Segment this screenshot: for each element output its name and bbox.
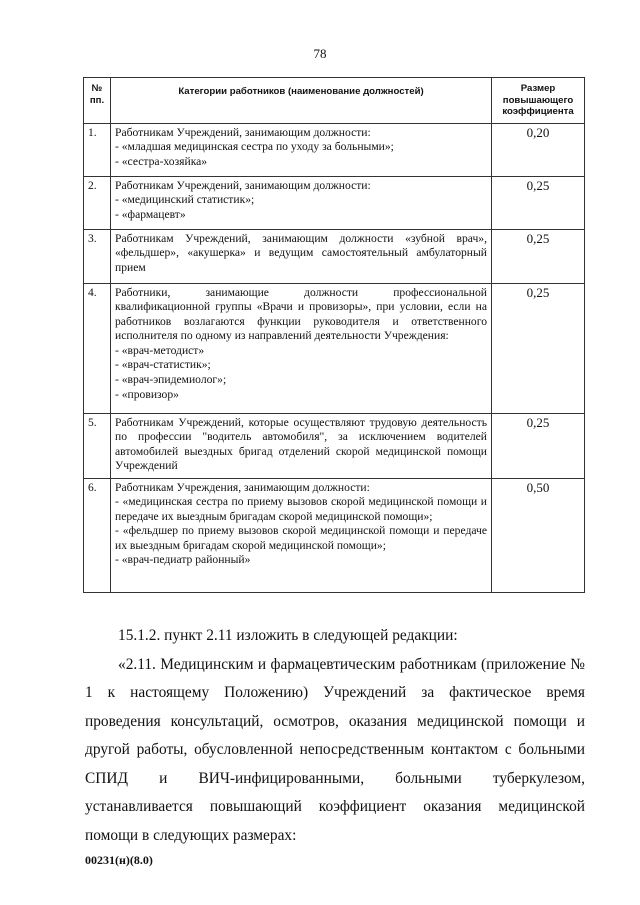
category-line: - «врач-педиатр районный» (115, 553, 251, 567)
header-num: № пп. (84, 78, 111, 124)
category-line: Работникам Учреждений, занимающим должности: (115, 125, 371, 139)
category-line: - «медицинский статистик»; (115, 193, 255, 207)
document-code: 00231(н)(8.0) (85, 853, 153, 867)
category-line: - «сестра-хозяйка» (115, 154, 208, 168)
table-row (84, 176, 585, 229)
table-row (84, 123, 585, 176)
category-line: - «провизор» (115, 387, 179, 401)
row-coefficient: 0,25 (492, 283, 585, 413)
row-number: 4. (84, 283, 111, 413)
row-coefficient: 0,25 (492, 176, 585, 229)
category-line: - «врач-статистик»; (115, 358, 211, 372)
coefficient-table (83, 77, 585, 593)
row-number: 2. (84, 176, 111, 229)
row-category (111, 413, 492, 478)
paragraph-clause-2-11: «2.11. Медицинским и фармацевтическим работникам (приложение № 1 к настоящему Положению) Учреждений за фактическое время проведения консультаций, осмотров, оказания медицинской помощи и другой работы, обусловленной непосредственным контактом с больными СПИД и ВИЧ-инфицированными, больными туберкулезом, устанавливается повышающий коэффициент оказания медицинской помощи в следующих размерах: (85, 655, 585, 844)
header-category: Категории работников (наименование должностей) (111, 78, 492, 124)
category-line: Работникам Учреждений, которые осуществляют трудовую деятельность по профессии "водитель автомобиля", за исключением водителей автомобилей выездных бригад отделений скорой медицинской помощи Учреждений (115, 415, 487, 473)
row-number: 1. (84, 123, 111, 176)
row-coefficient: 0,25 (492, 413, 585, 478)
row-number: 3. (84, 229, 111, 283)
row-coefficient: 0,20 (492, 123, 585, 176)
row-number: 6. (84, 478, 111, 592)
row-category (111, 176, 492, 229)
row-category (111, 229, 492, 283)
row-number: 5. (84, 413, 111, 478)
category-line: Работникам Учреждения, занимающим должности: (115, 480, 370, 494)
category-line: - «врач-эпидемиолог»; (115, 373, 227, 387)
category-line: - «младшая медицинская сестра по уходу за больными»; (115, 140, 394, 154)
row-coefficient: 0,50 (492, 478, 585, 592)
row-category (111, 283, 492, 413)
row-category (111, 478, 492, 592)
table-row (84, 283, 585, 413)
table-row (84, 478, 585, 592)
header-coefficient: Размер повышающего коэффициента (492, 78, 585, 124)
body-text (85, 622, 585, 850)
paragraph-amendment: 15.1.2. пункт 2.11 изложить в следующей редакции: (118, 627, 458, 644)
row-coefficient: 0,25 (492, 229, 585, 283)
category-line: - «фельдшер по приему вызовов скорой медицинской помощи и передаче их выездным бригадам скорой медицинской помощи»; (115, 524, 487, 552)
category-line: Работники, занимающие должности профессиональной квалификационной группы «Врачи и провизоры», при условии, если на работников возлагаются функции руководителя и ответственного исполнителя по одному из направлений деятельности Учреждения: (115, 285, 487, 343)
table-row (84, 229, 585, 283)
category-line: Работникам Учреждений, занимающим должности: (115, 178, 371, 192)
category-line: - «врач-методист» (115, 343, 205, 357)
category-line: - «медицинская сестра по приему вызовов скорой медицинской помощи и передаче их выездным бригадам скорой медицинской помощи»; (115, 495, 487, 523)
page-number: 78 (313, 46, 327, 61)
table-header-row (84, 78, 585, 124)
row-category (111, 123, 492, 176)
category-line: Работникам Учреждений, занимающим должности «зубной врач», «фельдшер», «акушерка» и ведущим самостоятельный амбулаторный прием (115, 231, 487, 274)
category-line: - «фармацевт» (115, 207, 186, 221)
table-row (84, 413, 585, 478)
